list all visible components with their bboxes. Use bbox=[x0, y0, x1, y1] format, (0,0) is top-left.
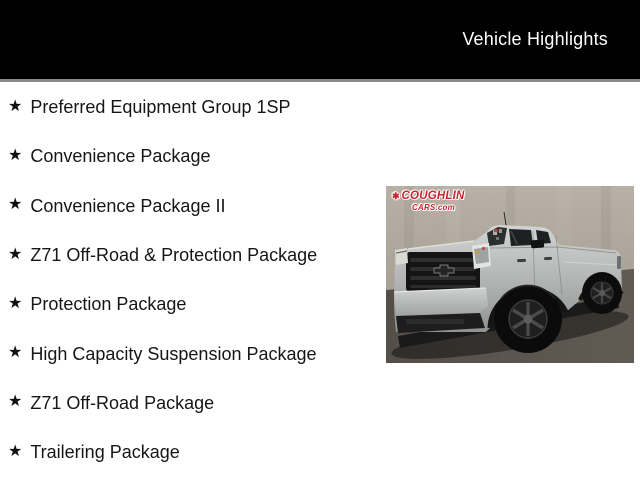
list-item bbox=[0, 280, 380, 329]
list-item-label: Z71 Off-Road & Protection Package bbox=[30, 245, 318, 266]
star-bullet-icon: ★ bbox=[8, 245, 23, 263]
list-item-label: Convenience Package II bbox=[30, 195, 226, 216]
list-item-label: Trailering Package bbox=[30, 442, 180, 463]
list-item bbox=[0, 428, 380, 477]
list-item bbox=[0, 231, 380, 280]
list-item bbox=[0, 182, 380, 231]
list-item-label: Protection Package bbox=[30, 294, 187, 315]
list-item bbox=[0, 379, 380, 428]
star-bullet-icon: ★ bbox=[8, 344, 23, 362]
header bbox=[0, 0, 640, 82]
list-item-label: Preferred Equipment Group 1SP bbox=[30, 97, 291, 118]
list-item bbox=[0, 83, 380, 132]
dealer-logo-name: COUGHLIN bbox=[401, 190, 465, 202]
dealer-logo bbox=[392, 191, 464, 212]
list-item bbox=[0, 329, 380, 378]
vehicle-photo bbox=[386, 186, 634, 363]
list-item-label: High Capacity Suspension Package bbox=[30, 343, 317, 364]
page-title: Vehicle Highlights bbox=[462, 29, 608, 49]
star-bullet-icon: ★ bbox=[8, 146, 23, 164]
star-bullet-icon: ★ bbox=[8, 97, 23, 115]
star-bullet-icon: ★ bbox=[8, 442, 23, 460]
dealer-logo-domain: CARS.com bbox=[412, 202, 455, 212]
list-item-label: Z71 Off-Road Package bbox=[30, 392, 215, 413]
star-bullet-icon: ★ bbox=[8, 294, 23, 312]
star-bullet-icon: ★ bbox=[8, 393, 23, 411]
star-bullet-icon: ★ bbox=[8, 196, 23, 214]
truck-photo-graphic bbox=[386, 186, 634, 363]
highlights-list bbox=[0, 83, 380, 477]
coughlin-logo-icon: ✱ bbox=[392, 191, 400, 202]
list-item-label: Convenience Package bbox=[30, 146, 211, 167]
list-item bbox=[0, 132, 380, 181]
